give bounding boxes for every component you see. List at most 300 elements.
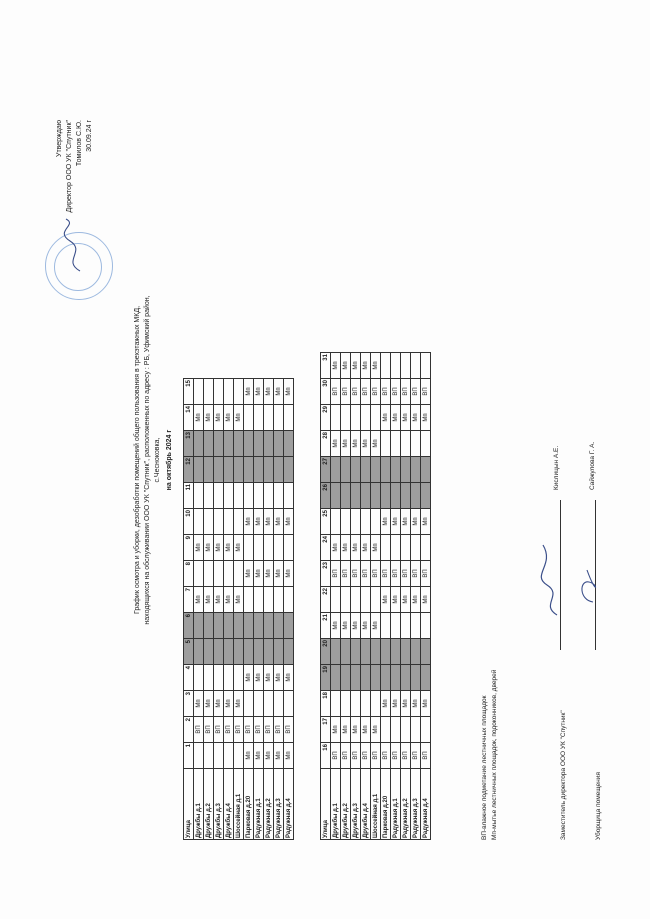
schedule-cell (274, 639, 284, 665)
schedule-cell: Мп (284, 665, 294, 691)
schedule-cell (224, 457, 234, 483)
schedule-cell: ВП (391, 379, 401, 405)
schedule-cell (274, 587, 284, 613)
table-row (274, 379, 284, 840)
schedule-cell: Мп (234, 587, 244, 613)
schedule-cell (234, 665, 244, 691)
schedule-cell (204, 483, 214, 509)
schedule-cell (264, 483, 274, 509)
header-day: 21 (321, 613, 331, 639)
schedule-cell (421, 457, 431, 483)
schedule-cell: ВП (371, 379, 381, 405)
schedule-cell: Мп (371, 535, 381, 561)
schedule-cell: Мп (361, 431, 371, 457)
schedule-cell (234, 483, 244, 509)
header-day: 17 (321, 717, 331, 743)
schedule-cell (421, 613, 431, 639)
schedule-cell: Мп (274, 561, 284, 587)
schedule-cell (361, 665, 371, 691)
schedule-cell (214, 743, 224, 769)
schedule-cell (214, 483, 224, 509)
schedule-cell: Мп (224, 691, 234, 717)
schedule-cell: Мп (214, 405, 224, 431)
schedule-cell (214, 639, 224, 665)
schedule-cell: ВП (284, 717, 294, 743)
title-line3: с.Чесноковка, (154, 437, 161, 483)
schedule-cell: Мп (224, 405, 234, 431)
schedule-cell: ВП (331, 379, 341, 405)
schedule-cell: ВП (401, 379, 411, 405)
schedule-cell (254, 587, 264, 613)
schedule-cell: ВП (381, 561, 391, 587)
schedule-cell (244, 587, 254, 613)
schedule-cell (224, 743, 234, 769)
table-row (264, 379, 274, 840)
table-row (284, 379, 294, 840)
schedule-cell (264, 405, 274, 431)
schedule-cell: ВП (274, 717, 284, 743)
schedule-cell (381, 535, 391, 561)
schedule-cell (381, 457, 391, 483)
schedule-cell (214, 561, 224, 587)
cleaner-name: Сайжулова Г. А. (589, 441, 596, 490)
schedule-cell: Мп (331, 613, 341, 639)
schedule-cell (371, 457, 381, 483)
schedule-cell (284, 587, 294, 613)
schedule-cell (264, 639, 274, 665)
table-row (234, 379, 244, 840)
schedule-cell (204, 613, 214, 639)
schedule-cell: Мп (274, 665, 284, 691)
schedule-cell (341, 457, 351, 483)
schedule-cell: Мп (274, 379, 284, 405)
table-row (371, 353, 381, 840)
schedule-cell (381, 613, 391, 639)
schedule-cell: Мп (351, 353, 361, 379)
schedule-cell (274, 457, 284, 483)
street-name: Шоссейная д.1 (234, 769, 244, 840)
schedule-cell: Мп (284, 509, 294, 535)
schedule-cell (214, 431, 224, 457)
schedule-cell: Мп (214, 587, 224, 613)
schedule-cell: ВП (421, 743, 431, 769)
schedule-cell: Мп (341, 613, 351, 639)
schedule-cell: Мп (401, 405, 411, 431)
schedule-cell (194, 457, 204, 483)
schedule-cell: ВП (234, 717, 244, 743)
header-day: 27 (321, 457, 331, 483)
schedule-cell: Мп (254, 665, 264, 691)
schedule-cell (361, 639, 371, 665)
header-day: 10 (184, 509, 194, 535)
schedule-cell (331, 587, 341, 613)
schedule-cell (351, 457, 361, 483)
schedule-cell: ВП (391, 561, 401, 587)
schedule-cell (421, 431, 431, 457)
schedule-cell: ВП (214, 717, 224, 743)
schedule-cell (411, 483, 421, 509)
schedule-cell: Мп (421, 509, 431, 535)
schedule-cell: Мп (224, 587, 234, 613)
schedule-cell (351, 587, 361, 613)
schedule-cell: Мп (411, 691, 421, 717)
header-day: 4 (184, 665, 194, 691)
schedule-cell (204, 457, 214, 483)
approval-line3: Томилов С.Ю. (76, 120, 83, 167)
schedule-cell: Мп (284, 561, 294, 587)
header-day: 9 (184, 535, 194, 561)
schedule-cell (224, 561, 234, 587)
schedule-cell (224, 613, 234, 639)
schedule-cell (234, 639, 244, 665)
header-day: 3 (184, 691, 194, 717)
schedule-cell: ВП (371, 561, 381, 587)
schedule-cell (411, 639, 421, 665)
schedule-cell (274, 535, 284, 561)
schedule-cell (244, 405, 254, 431)
schedule-cell (264, 613, 274, 639)
schedule-cell: ВП (401, 743, 411, 769)
schedule-cell (244, 535, 254, 561)
schedule-cell: Мп (204, 587, 214, 613)
header-day: 8 (184, 561, 194, 587)
schedule-cell: ВП (244, 717, 254, 743)
schedule-cell (391, 639, 401, 665)
schedule-cell (361, 509, 371, 535)
schedule-cell: Мп (341, 353, 351, 379)
schedule-cell (244, 457, 254, 483)
schedule-cell: ВП (381, 743, 391, 769)
street-name: Дружбы д.4 (224, 769, 234, 840)
schedule-cell (214, 457, 224, 483)
schedule-cell (351, 691, 361, 717)
schedule-cell (254, 483, 264, 509)
schedule-cell: Мп (341, 431, 351, 457)
header-day: 31 (321, 353, 331, 379)
schedule-cell (411, 353, 421, 379)
schedule-cell (371, 691, 381, 717)
header-day: 20 (321, 639, 331, 665)
schedule-cell (194, 431, 204, 457)
street-name: Дружбы д.1 (331, 769, 341, 840)
schedule-cell: ВП (361, 561, 371, 587)
schedule-cell (401, 431, 411, 457)
schedule-cell: Мп (381, 509, 391, 535)
street-name: Радужная д.3 (411, 769, 421, 840)
street-name: Парковая д.20 (244, 769, 254, 840)
schedule-cell: ВП (421, 561, 431, 587)
schedule-cell: Мп (371, 353, 381, 379)
schedule-cell (341, 665, 351, 691)
schedule-cell (341, 405, 351, 431)
schedule-cell (421, 639, 431, 665)
header-day: 12 (184, 457, 194, 483)
schedule-cell (264, 535, 274, 561)
schedule-cell: Мп (411, 405, 421, 431)
street-name: Радужная д.1 (391, 769, 401, 840)
table-row (401, 353, 411, 840)
header-street: Улица (184, 769, 194, 840)
schedule-cell (411, 457, 421, 483)
schedule-cell (224, 379, 234, 405)
table-row (244, 379, 254, 840)
schedule-cell: Мп (401, 691, 411, 717)
schedule-cell (234, 509, 244, 535)
schedule-cell (351, 665, 361, 691)
schedule-cell (421, 535, 431, 561)
schedule-cell (411, 613, 421, 639)
schedule-cell (254, 613, 264, 639)
schedule-cell (381, 665, 391, 691)
schedule-cell: ВП (204, 717, 214, 743)
header-day: 6 (184, 613, 194, 639)
table-row (214, 379, 224, 840)
header-day: 22 (321, 587, 331, 613)
schedule-cell (381, 639, 391, 665)
schedule-cell: Мп (244, 379, 254, 405)
schedule-cell: ВП (331, 561, 341, 587)
schedule-cell (371, 639, 381, 665)
schedule-cell: Мп (264, 561, 274, 587)
schedule-cell: ВП (224, 717, 234, 743)
header-day: 18 (321, 691, 331, 717)
schedule-cell (401, 665, 411, 691)
schedule-cell: Мп (371, 717, 381, 743)
schedule-cell (391, 613, 401, 639)
schedule-cell: Мп (194, 691, 204, 717)
schedule-cell: Мп (264, 743, 274, 769)
schedule-cell: ВП (341, 379, 351, 405)
cleaner-label: Уборщица помещения (595, 772, 602, 840)
schedule-cell (274, 405, 284, 431)
schedule-cell: Мп (351, 717, 361, 743)
header-day: 26 (321, 483, 331, 509)
schedule-cell (371, 587, 381, 613)
schedule-cell (264, 457, 274, 483)
schedule-cell (204, 379, 214, 405)
schedule-cell: Мп (401, 587, 411, 613)
schedule-cell (264, 691, 274, 717)
schedule-cell: ВП (361, 379, 371, 405)
deputy-name: Кислицын А.Е. (553, 445, 560, 490)
schedule-cell (331, 691, 341, 717)
header-day: 25 (321, 509, 331, 535)
schedule-cell (391, 457, 401, 483)
schedule-cell: ВП (371, 743, 381, 769)
schedule-cell (284, 457, 294, 483)
schedule-cell (351, 483, 361, 509)
schedule-cell: Мп (411, 587, 421, 613)
schedule-cell (411, 665, 421, 691)
schedule-cell: Мп (331, 535, 341, 561)
schedule-cell (254, 431, 264, 457)
table-row (331, 353, 341, 840)
schedule-cell: Мп (381, 405, 391, 431)
schedule-cell: ВП (401, 561, 411, 587)
schedule-cell: ВП (381, 379, 391, 405)
schedule-cell (194, 561, 204, 587)
schedule-cell: Мп (361, 535, 371, 561)
schedule-cell (224, 665, 234, 691)
schedule-cell (224, 639, 234, 665)
schedule-cell: Мп (214, 535, 224, 561)
schedule-cell: Мп (331, 353, 341, 379)
schedule-cell (401, 457, 411, 483)
table-row (391, 353, 401, 840)
schedule-cell (351, 509, 361, 535)
schedule-cell: ВП (341, 743, 351, 769)
schedule-cell (224, 431, 234, 457)
header-day: 15 (184, 379, 194, 405)
schedule-cell: Мп (254, 379, 264, 405)
street-name: Дружбы д.4 (361, 769, 371, 840)
header-day: 14 (184, 405, 194, 431)
schedule-cell (234, 457, 244, 483)
header-day: 5 (184, 639, 194, 665)
schedule-cell (331, 665, 341, 691)
header-street: Улица (321, 769, 331, 840)
schedule-cell (391, 717, 401, 743)
schedule-cell: ВП (361, 743, 371, 769)
schedule-cell (194, 379, 204, 405)
schedule-cell: Мп (254, 743, 264, 769)
schedule-cell: ВП (254, 717, 264, 743)
schedule-cell: ВП (421, 379, 431, 405)
schedule-cell (224, 483, 234, 509)
schedule-cell (204, 561, 214, 587)
schedule-cell: ВП (411, 379, 421, 405)
schedule-cell: Мп (284, 743, 294, 769)
schedule-cell (391, 665, 401, 691)
legend-vp: ВП-влажное подметание лестничных площадок (481, 695, 488, 840)
schedule-cell (254, 639, 264, 665)
schedule-cell (341, 639, 351, 665)
director-signature-icon (60, 215, 90, 275)
schedule-cell: Мп (421, 405, 431, 431)
schedule-cell (244, 691, 254, 717)
schedule-cell: Мп (264, 665, 274, 691)
street-name: Шоссейная д.1 (371, 769, 381, 840)
schedule-cell (234, 379, 244, 405)
street-name: Радужная д.4 (421, 769, 431, 840)
schedule-table-1 (183, 378, 294, 840)
schedule-cell (391, 535, 401, 561)
street-name: Парковая д.20 (381, 769, 391, 840)
schedule-cell (351, 405, 361, 431)
schedule-cell (284, 405, 294, 431)
schedule-cell: Мп (361, 613, 371, 639)
header-day: 29 (321, 405, 331, 431)
table-row (194, 379, 204, 840)
schedule-cell (331, 509, 341, 535)
schedule-cell (194, 743, 204, 769)
schedule-cell (331, 405, 341, 431)
schedule-cell (411, 535, 421, 561)
schedule-cell (214, 665, 224, 691)
schedule-cell: Мп (194, 535, 204, 561)
schedule-cell (361, 457, 371, 483)
schedule-cell (371, 665, 381, 691)
schedule-cell: ВП (351, 379, 361, 405)
schedule-cell (421, 717, 431, 743)
schedule-cell: Мп (244, 561, 254, 587)
title-line2: находящихся на обслуживании ООО УК "Спутник", расположенных по адресу : РБ, Уфимский район, (144, 295, 151, 625)
street-name: Дружбы д.3 (214, 769, 224, 840)
schedule-cell: Мп (371, 613, 381, 639)
schedule-cell: Мп (351, 613, 361, 639)
schedule-cell (411, 717, 421, 743)
schedule-cell: Мп (274, 509, 284, 535)
table-row (411, 353, 421, 840)
schedule-cell: ВП (341, 561, 351, 587)
header-day: 7 (184, 587, 194, 613)
schedule-cell (214, 379, 224, 405)
street-name: Радужная д.2 (264, 769, 274, 840)
table-row (341, 353, 351, 840)
schedule-cell: Мп (204, 405, 214, 431)
schedule-cell: Мп (331, 431, 341, 457)
schedule-cell: ВП (264, 717, 274, 743)
schedule-cell: Мп (234, 535, 244, 561)
header-day: 2 (184, 717, 194, 743)
street-name: Радужная д.1 (254, 769, 264, 840)
schedule-cell (401, 483, 411, 509)
schedule-cell (234, 431, 244, 457)
schedule-cell (361, 483, 371, 509)
schedule-cell: Мп (381, 587, 391, 613)
title-line1: График осмотра и уборки, дезобработки помещений общего пользования в трехэтажных МКД, (134, 305, 141, 615)
schedule-cell (244, 639, 254, 665)
schedule-cell (411, 431, 421, 457)
approval-date: 30.09.24 г (86, 120, 93, 152)
schedule-cell: Мп (371, 431, 381, 457)
schedule-cell (401, 613, 411, 639)
schedule-cell (381, 431, 391, 457)
schedule-cell: Мп (274, 743, 284, 769)
schedule-cell (204, 743, 214, 769)
schedule-cell: Мп (264, 509, 274, 535)
schedule-cell (401, 535, 411, 561)
schedule-cell (381, 717, 391, 743)
schedule-cell (371, 509, 381, 535)
schedule-cell: ВП (194, 717, 204, 743)
schedule-cell (284, 691, 294, 717)
schedule-cell: Мп (204, 691, 214, 717)
schedule-cell: Мп (264, 379, 274, 405)
schedule-cell (254, 457, 264, 483)
table-row (224, 379, 234, 840)
schedule-cell (381, 353, 391, 379)
schedule-cell: Мп (341, 535, 351, 561)
schedule-cell (214, 613, 224, 639)
schedule-cell (401, 353, 411, 379)
schedule-cell (341, 509, 351, 535)
schedule-cell (421, 665, 431, 691)
schedule-cell (391, 353, 401, 379)
schedule-cell: Мп (244, 665, 254, 691)
rotated-sheet (5, 10, 645, 910)
schedule-cell: Мп (244, 509, 254, 535)
schedule-cell: ВП (351, 561, 361, 587)
schedule-cell (284, 535, 294, 561)
schedule-cell (361, 405, 371, 431)
schedule-cell (264, 431, 274, 457)
schedule-cell: Мп (214, 691, 224, 717)
schedule-cell (284, 431, 294, 457)
schedule-cell: Мп (331, 717, 341, 743)
schedule-cell: Мп (391, 405, 401, 431)
schedule-cell (194, 509, 204, 535)
